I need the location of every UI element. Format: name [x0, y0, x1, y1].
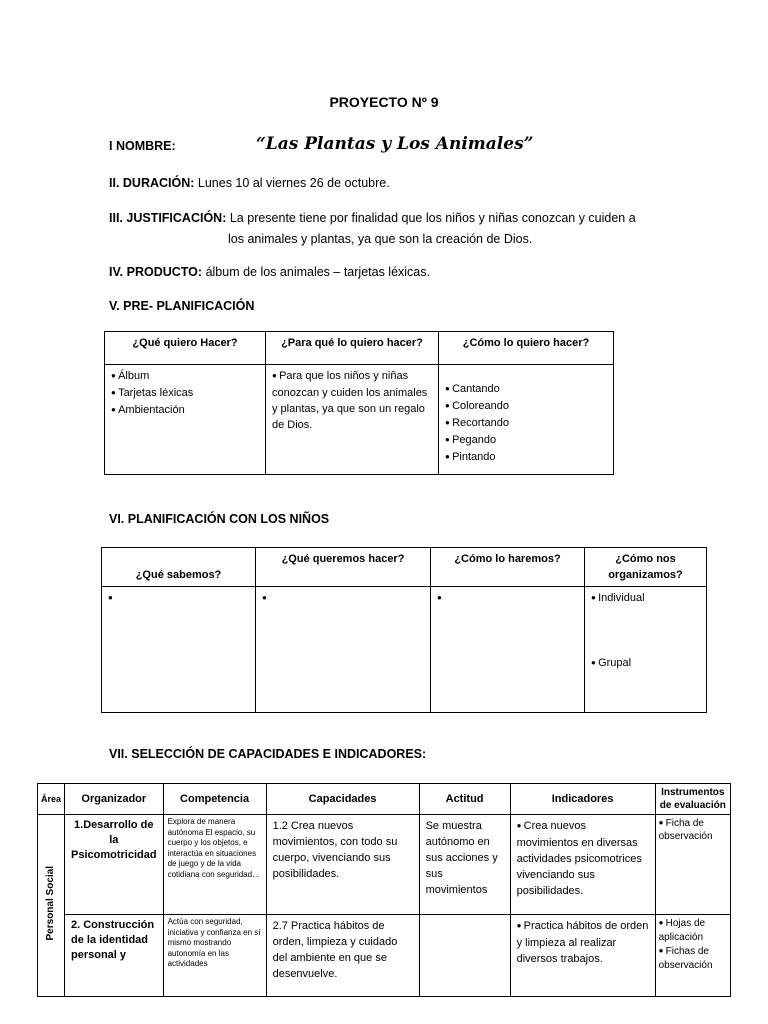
justificacion-label: III. JUSTIFICACIÓN:	[109, 211, 227, 225]
cap-organizador-1: 1.Desarrollo de la Psicomotricidad	[65, 815, 164, 915]
cap-header-actitud: Actitud	[419, 784, 510, 815]
cap-organizador-2: 2. Construcción de la identidad personal y	[65, 915, 164, 997]
cap-competencia-2: Actúa con seguridad, iniciativa y confianza en sí mismo mostrando autonomía en las actividades	[163, 915, 266, 997]
duracion-value: Lunes 10 al viernes 26 de octubre.	[197, 176, 390, 190]
cap-area-cell	[38, 815, 65, 997]
preplan-col-para-que	[266, 365, 439, 475]
cap-competencia-1: Explora de manera autónoma El espacio, su cuerpo y los objetos, e interactúa en situaciones de juego y de la vida cotidiana con seguridad…	[163, 815, 266, 915]
cap-instrumentos-1	[655, 815, 730, 915]
list-item: ● Individual	[591, 590, 700, 607]
cap-header-indicadores: Indicadores	[510, 784, 655, 815]
list-item: ● Coloreando	[445, 398, 607, 415]
plan-cell-queremos	[256, 587, 431, 713]
cap-header-organizador: Organizador	[65, 784, 164, 815]
cap-header-competencia: Competencia	[163, 784, 266, 815]
list-item: ● Crea nuevos movimientos en diversas actividades psicomotrices vivenciando sus posibilidades.	[517, 820, 642, 897]
plan-header-sabemos: ¿Qué sabemos?	[102, 548, 256, 587]
preplan-col-que	[105, 365, 266, 475]
cap-header-capacidades: Capacidades	[266, 784, 419, 815]
plan-header-haremos: ¿Cómo lo haremos?	[431, 548, 585, 587]
producto-label: IV. PRODUCTO:	[109, 265, 203, 279]
list-item: ● Ficha de observación	[659, 817, 727, 843]
capacidades-heading: VII. SELECCIÓN DE CAPACIDADES E INDICADORES:	[109, 747, 427, 761]
nombre-label: I NOMBRE:	[109, 139, 176, 153]
preplan-header-que: ¿Qué quiero Hacer?	[105, 332, 266, 365]
producto-value: álbum de los animales – tarjetas léxicas.	[205, 265, 430, 279]
plan-header-queremos: ¿Qué queremos hacer?	[256, 548, 431, 587]
cap-capacidades-1: 1.2 Crea nuevos movimientos, con todo su cuerpo, vivenciando sus posibilidades.	[266, 815, 419, 915]
cap-area-label: Personal Social	[45, 865, 56, 941]
plan-cell-organizamos	[585, 587, 707, 713]
list-item: ● Pintando	[445, 449, 607, 466]
list-item: ● Álbum	[111, 368, 259, 385]
nombre-value: “Las Plantas y Los Animales”	[256, 134, 534, 154]
cap-header-instrumentos: Instrumentos de evaluación	[655, 784, 730, 815]
bullet	[108, 592, 113, 604]
list-item: ● Tarjetas léxicas	[111, 385, 259, 402]
list-item: ● Pegando	[445, 432, 607, 449]
duracion-line	[109, 176, 390, 190]
list-item: ● Grupal	[591, 655, 700, 672]
list-item: ● Fichas de observación	[659, 945, 727, 973]
plan-cell-sabemos	[102, 587, 256, 713]
duracion-label: II. DURACIÓN:	[109, 176, 195, 190]
cap-indicadores-1	[510, 815, 655, 915]
list-item: ● Para que los niños y niñas conozcan y cuiden los animales y plantas, ya que son un regalo de Dios.	[272, 368, 432, 433]
plan-cell-haremos	[431, 587, 585, 713]
justificacion-line	[109, 211, 636, 225]
project-title: PROYECTO Nº 9	[329, 94, 439, 110]
cap-actitud-1: Se muestra autónomo en sus acciones y sus movimientos	[419, 815, 510, 915]
capacidades-table	[37, 783, 731, 997]
preplan-header-como: ¿Cómo lo quiero hacer?	[439, 332, 614, 365]
list-item: ● Recortando	[445, 415, 607, 432]
bullet	[262, 592, 267, 604]
preplan-heading: V. PRE- PLANIFICACIÓN	[109, 299, 255, 313]
justificacion-text-2: los animales y plantas, ya que son la creación de Dios.	[228, 232, 533, 246]
cap-header-area: Área	[38, 784, 65, 815]
plan-ninos-table	[101, 547, 707, 713]
plan-ninos-heading: VI. PLANIFICACIÓN CON LOS NIÑOS	[109, 512, 330, 526]
list-item: ● Ambientación	[111, 402, 259, 419]
bullet	[437, 592, 442, 604]
justificacion-text-1: La presente tiene por finalidad que los niños y niñas conozcan y cuiden a	[229, 211, 636, 225]
cap-actitud-2	[419, 915, 510, 997]
cap-instrumentos-2	[655, 915, 730, 997]
cap-capacidades-2: 2.7 Practica hábitos de orden, limpieza y cuidado del ambiente en que se desenvuelve.	[266, 915, 419, 997]
list-item: ● Practica hábitos de orden y limpieza al realizar diversos trabajos.	[517, 920, 649, 965]
list-item: ● Cantando	[445, 381, 607, 398]
preplan-table	[104, 331, 614, 475]
list-item: ● Hojas de aplicación	[659, 917, 727, 945]
preplan-header-para-que: ¿Para qué lo quiero hacer?	[266, 332, 439, 365]
plan-header-organizamos: ¿Cómo nos organizamos?	[585, 548, 707, 587]
producto-line	[109, 265, 430, 279]
cap-indicadores-2	[510, 915, 655, 997]
preplan-col-como	[439, 365, 614, 475]
